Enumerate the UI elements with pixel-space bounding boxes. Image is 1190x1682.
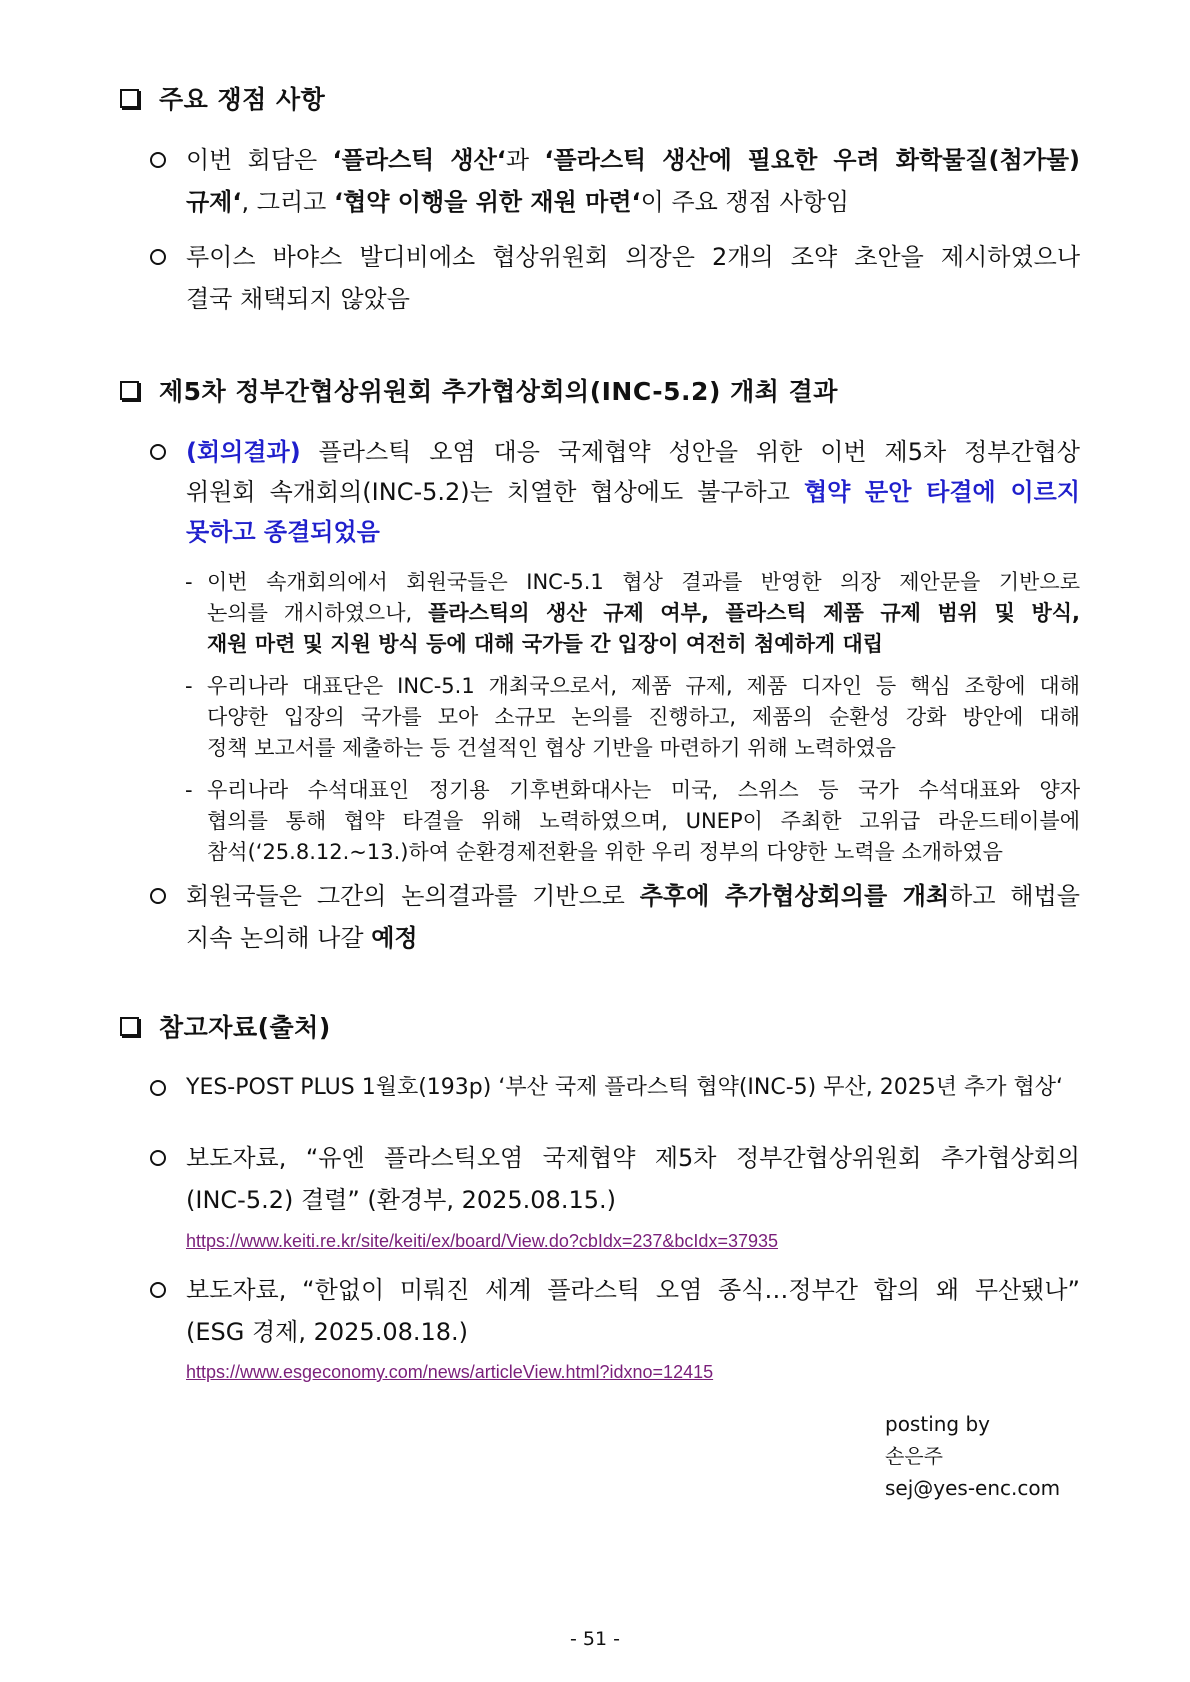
circle-bullet-icon [150,1080,166,1096]
item-line: 결국 채택되지 않았음 [186,285,410,313]
sub-line: 우리나라 수석대표인 정기용 기후변화대사는 미국, 스위스 등 국가 수석대표와 양자 [207,778,1080,802]
bold-text: 플라스틱의 생산 규제 여부, 플라스틱 제품 규제 범위 및 방식, [428,601,1080,625]
text: 회원국들은 그간의 논의결과를 기반으로 [186,882,640,910]
sub-line [207,628,1080,660]
bold-text: ‘플라스틱 생산‘ [332,146,506,174]
sub-line [207,597,1080,629]
reference-text: 보도자료, “유엔 플라스틱오염 국제협약 제5차 정부간협상위원회 추가협상회의 [186,1144,1080,1172]
sub-line: 이번 속개회의에서 회원국들은 INC-5.1 협상 결과를 반영한 의장 제안문을 기반으로 [207,570,1080,594]
text: 지속 논의해 나갈 [186,924,372,952]
text: 위원회 속개회의(INC-5.2)는 치열한 협상에도 불구하고 [186,478,804,506]
section-heading-references [120,1008,331,1044]
dash-bullet: - [185,674,193,698]
dash-bullet: - [185,778,193,802]
section-heading-issues [120,80,325,116]
item-line: 루이스 바야스 발디비에소 협상위원회 의장은 2개의 조약 초안을 제시하였으나 [186,243,1080,271]
highlight-text: 협약 문안 타결에 이르지 [803,478,1081,506]
reference-text: 보도자료, “한없이 미뤄진 세계 플라스틱 오염 종식…정부간 합의 왜 무산됐나” [186,1276,1080,1304]
sub-line: 우리나라 대표단은 INC-5.1 개최국으로서, 제품 규제, 제품 디자인 등 핵심 조항에 대해 [207,674,1080,698]
square-bullet-icon [120,1017,139,1036]
sub-line: 다양한 입장의 국가를 모아 소규모 논의를 진행하고, 제품의 순환성 강화 방안에 대해 [207,705,1080,729]
item-line [186,916,1080,960]
item-line [186,138,1080,182]
item-line [186,180,1080,224]
text: , 그리고 [241,188,334,216]
item-line [186,510,1080,554]
bold-text: ‘플라스틱 생산에 필요한 우려 화학물질(첨가물) [544,146,1080,174]
reference-text: YES-POST PLUS 1월호(193p) ‘부산 국제 플라스틱 협약(INC-5) 무산, 2025년 추가 협상‘ [186,1075,1063,1100]
author-name: 손은주 [885,1444,943,1468]
square-bullet-icon [120,89,139,108]
item-line [186,470,1080,514]
highlight-text: 못하고 종결되었음 [186,518,380,546]
text: 이 주요 쟁점 사항임 [640,188,849,216]
signature-block [885,1408,1060,1504]
item-line [186,430,1080,474]
section-heading-text: 제5차 정부간협상위원회 추가협상회의(INC-5.2) 개최 결과 [159,377,838,406]
reference-text: (ESG 경제, 2025.08.18.) [186,1318,469,1346]
text: 이번 회담은 [186,146,333,174]
circle-bullet-icon [150,1150,166,1166]
bold-text: 예정 [371,924,418,952]
square-bullet-icon [120,381,139,400]
sub-line: 참석(‘25.8.12.~13.)하여 순환경제전환을 위한 우리 정부의 다양한 노력을 소개하였음 [207,840,1003,864]
item-line [186,874,1080,918]
circle-bullet-icon [150,152,166,168]
text: 플라스틱 오염 대응 국제협약 성안을 위한 이번 제5차 정부간협상 [300,438,1080,466]
sub-line: 협의를 통해 협약 타결을 위해 노력하였으며, UNEP이 주최한 고위급 라운드테이블에 [207,809,1080,833]
circle-bullet-icon [150,888,166,904]
reference-link[interactable]: https://www.esgeconomy.com/news/articleView.html?idxno=12415 [186,1362,714,1382]
reference-link[interactable]: https://www.keiti.re.kr/site/keiti/ex/board/View.do?cbIdx=237&bcIdx=37935 [186,1231,779,1251]
bold-text: ‘협약 이행을 위한 재원 마련‘ [333,188,641,216]
circle-bullet-icon [150,249,166,265]
bold-text: 재원 마련 및 지원 방식 등에 대해 국가들 간 입장이 여전히 첨예하게 대립 [207,632,884,656]
circle-bullet-icon [150,444,166,460]
author-email: sej@yes-enc.com [885,1476,1061,1500]
posting-by-label: posting by [885,1412,991,1436]
section-heading-text: 참고자료(출처) [159,1013,331,1042]
bold-text: 규제‘ [186,188,242,216]
sub-line: 정책 보고서를 제출하는 등 건설적인 협상 기반을 마련하기 위해 노력하였음 [207,736,896,760]
highlight-text: (회의결과) [186,438,301,466]
text: 과 [505,146,545,174]
bold-text: 추후에 추가협상회의를 개최 [639,882,950,910]
page-number: - 51 - [570,1628,620,1650]
circle-bullet-icon [150,1282,166,1298]
text: 논의를 개시하였으나, [207,601,429,625]
dash-bullet: - [185,570,193,594]
reference-text: (INC-5.2) 결렬” (환경부, 2025.08.15.) [186,1186,616,1214]
text: 하고 해법을 [949,882,1080,910]
section-heading-text: 주요 쟁점 사항 [159,85,326,114]
section-heading-results [120,372,838,408]
